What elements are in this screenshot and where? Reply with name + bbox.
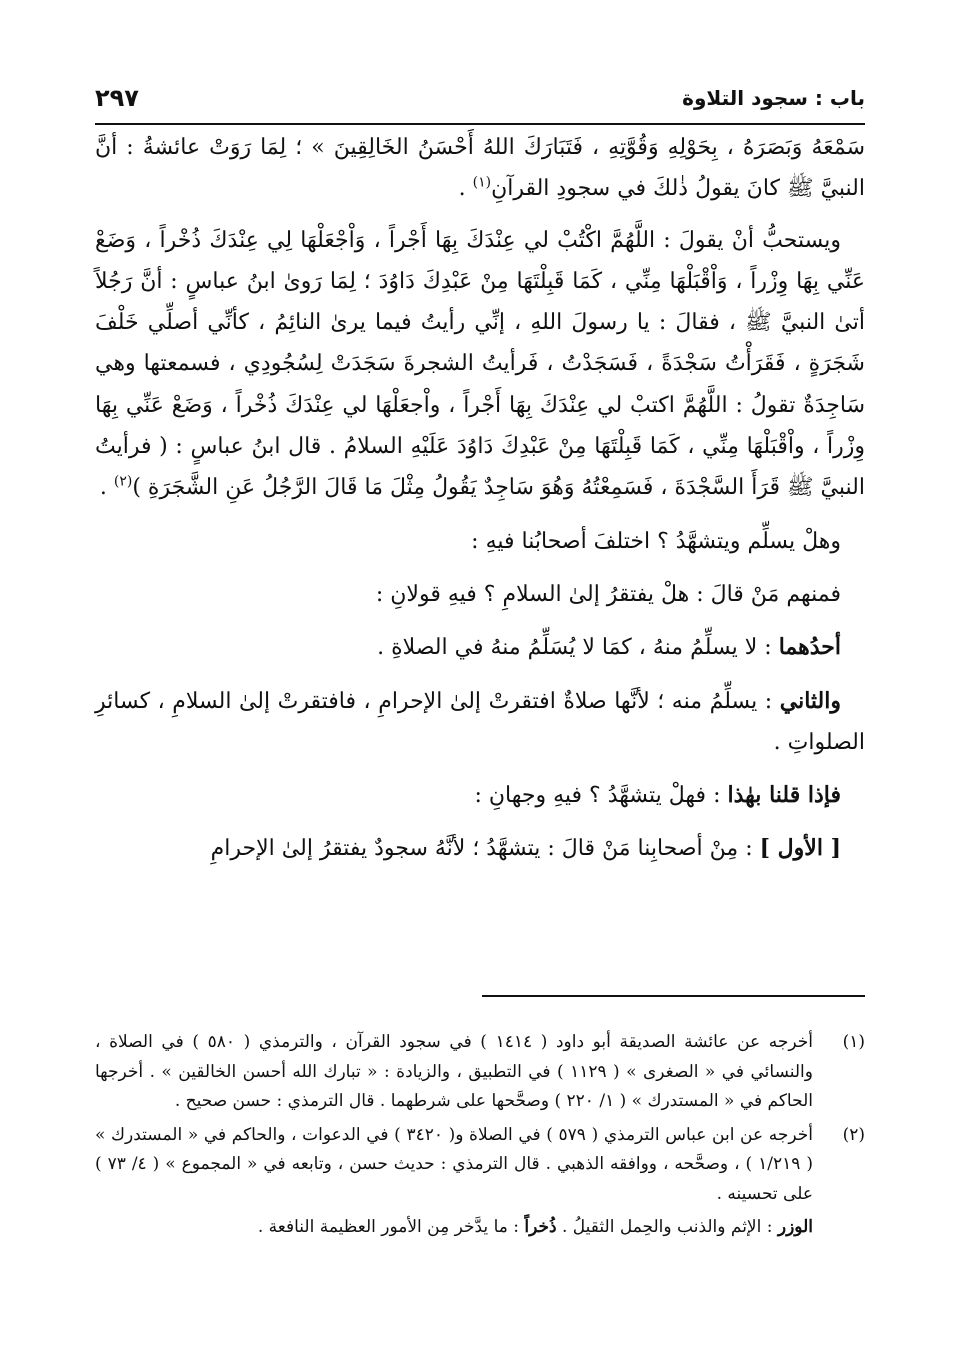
bold-lead: أحدُهما — [778, 634, 841, 661]
footnote-text: أخرجه عن عائشة الصديقة أبو داود ( ١٤١٤ ) في سجود القرآن ، والترمذي ( ٥٨٠ ) في الصلاة ، والنسائي في « الصغرى » ( ١١٢٩ ) في التطبيق ، والزيادة : « تبارك الله أحسن الخالقين » . أخرجها الحاكم في « المستدرك » ( ١/ ٢٢٠ ) وصحَّحها على شرطهما . قال الترمذي : حسن صحيح . — [95, 1032, 813, 1111]
bold-lead: والثاني — [779, 687, 841, 714]
main-text — [95, 127, 865, 870]
paragraph-4: فمنهم مَنْ قالَ : هلْ يفتقرُ إلىٰ السلامِ ؟ فيهِ قولانِ : — [375, 581, 841, 607]
paragraph-7: فإذا قلنا بهٰذا : فهلْ يتشهَّدُ ؟ فيهِ وجهانِ : — [474, 782, 841, 809]
footnote-1 — [95, 1028, 865, 1117]
paragraph-1: سَمْعَهُ وَبَصَرَهُ ، بِحَوْلِهِ وَقُوَّتِهِ ، فَتَبَارَكَ اللهُ أَحْسَنُ الخَالِقِينَ » ؛ لِمَا رَوَتْ عائشةُ : أنَّ النبيَّ ﷺ كانَ يقولُ ذٰلكَ في سجودِ القرآنِ$^{(١)}$ . — [95, 135, 865, 202]
running-header — [95, 86, 865, 120]
glossary-note: الوزر : الإثم والذنب والحِمل الثقيلُ . ذُخراً : ما يدَّخر مِن الأمور العظيمة النافعة . — [257, 1217, 813, 1237]
footnotes — [95, 1028, 865, 1243]
gloss-term: ذُخراً — [524, 1217, 557, 1237]
footnote-ref-2: (٢) — [113, 474, 133, 491]
footnote-number: (١) — [842, 1032, 865, 1052]
footnote-text: أخرجه عن ابن عباس الترمذي ( ٥٧٩ ) في الصلاة و( ٣٤٢٠ ) في الدعوات ، والحاكم في « المستدرك » ( ١/٢١٩ ) ، وصحَّحه ، ووافقه الذهبي . قال الترمذي : حديث حسن ، وتابعه في « المجموع » ( ٤/ ٧٣ ) على تحسينه . — [95, 1124, 813, 1204]
paragraph-3: وهلْ يسلِّم ويتشهَّدُ ؟ اختلفَ أصحابُنا فيهِ : — [471, 528, 841, 554]
paragraph-8: [ الأول ] : مِنْ أصحابِنا مَنْ قالَ : يتشهَّدُ ؛ لأنَّهُ سجودٌ يفتقرُ إلىٰ الإحرامِ — [210, 835, 841, 862]
bold-lead: [ الأول ] — [759, 835, 841, 862]
footnote-ref-1: (١) — [472, 174, 492, 191]
paragraph-5: أحدُهما : لا يسلِّمُ منهُ ، كمَا لا يُسَلِّمُ منهُ في الصلاةِ . — [377, 634, 841, 661]
chapter-title: باب : سجود التلاوة — [682, 86, 865, 110]
gloss-term: الوزر — [777, 1217, 813, 1237]
page-number: ٢٩٧ — [95, 84, 139, 112]
header-rule — [95, 123, 865, 125]
bold-lead: فإذا قلنا بهٰذا — [727, 782, 841, 809]
footnote-separator — [482, 995, 865, 997]
footnote-number: (٢) — [842, 1124, 865, 1145]
footnote-2 — [95, 1121, 865, 1210]
paragraph-6: والثاني : يسلِّمُ منه ؛ لأنَّها صلاةٌ افتقرتْ إلىٰ الإحرامِ ، فافتقرتْ إلىٰ السلامِ ، كسائرِ الصلواتِ . — [95, 687, 865, 755]
paragraph-2: ويستحبُّ أنْ يقولَ : اللَّهُمَّ اكْتُبْ لي عِنْدَكَ بِهَا أَجْراً ، وَاْجْعَلْهَا لِي عِنْدَكَ ذُخْراً ، وَضَعْ عَنِّي بِهَا وِزْراً ، وَاْقْبَلْهَا مِنِّي ، كَمَا قَبِلْتَهَا مِنْ عَبْدِكَ دَاوُدَ ؛ لِمَا رَوىٰ ابنُ عباسٍ : أنَّ رَجُلاً أتىٰ النبيَّ ﷺ ، فقالَ : يا رسولَ اللهِ ، إنِّي رأيتُ فيما يرىٰ النائِمُ ، كأنِّي أصلِّي خَلْفَ شَجَرَةٍ ، فَقَرَأْتُ سَجْدَةً ، فَسَجَدْتُ ، فَرأيتُ الشجرةَ سَجَدَتْ لِسُجُودِي ، فسمعتها وهي سَاجِدَةٌ تقولُ : اللَّهُمَّ اكتبْ لي عِنْدَكَ بِهَا أَجْراً ، واْجعَلْهَا لي عِنْدَكَ ذُخْراً ، وَضَعْ عَنِّي بِهَا وِزْراً ، واْقْبَلْهَا مِنِّي ، كَمَا قَبِلْتَهَا مِنْ عَبْدِكَ دَاوُدَ عَلَيْهِ السلامُ . قال ابنُ عباسٍ : ( فرأيتُ النبيَّ ﷺ قَرَأَ السَّجْدَةَ ، فَسَمِعْتُهُ وَهُوَ سَاجِدٌ يَقُولُ مِثْلَ مَا قَالَ الرَّجُلُ عَنِ الشَّجَرَةِ )$^{(٢)}$ . — [95, 227, 865, 501]
